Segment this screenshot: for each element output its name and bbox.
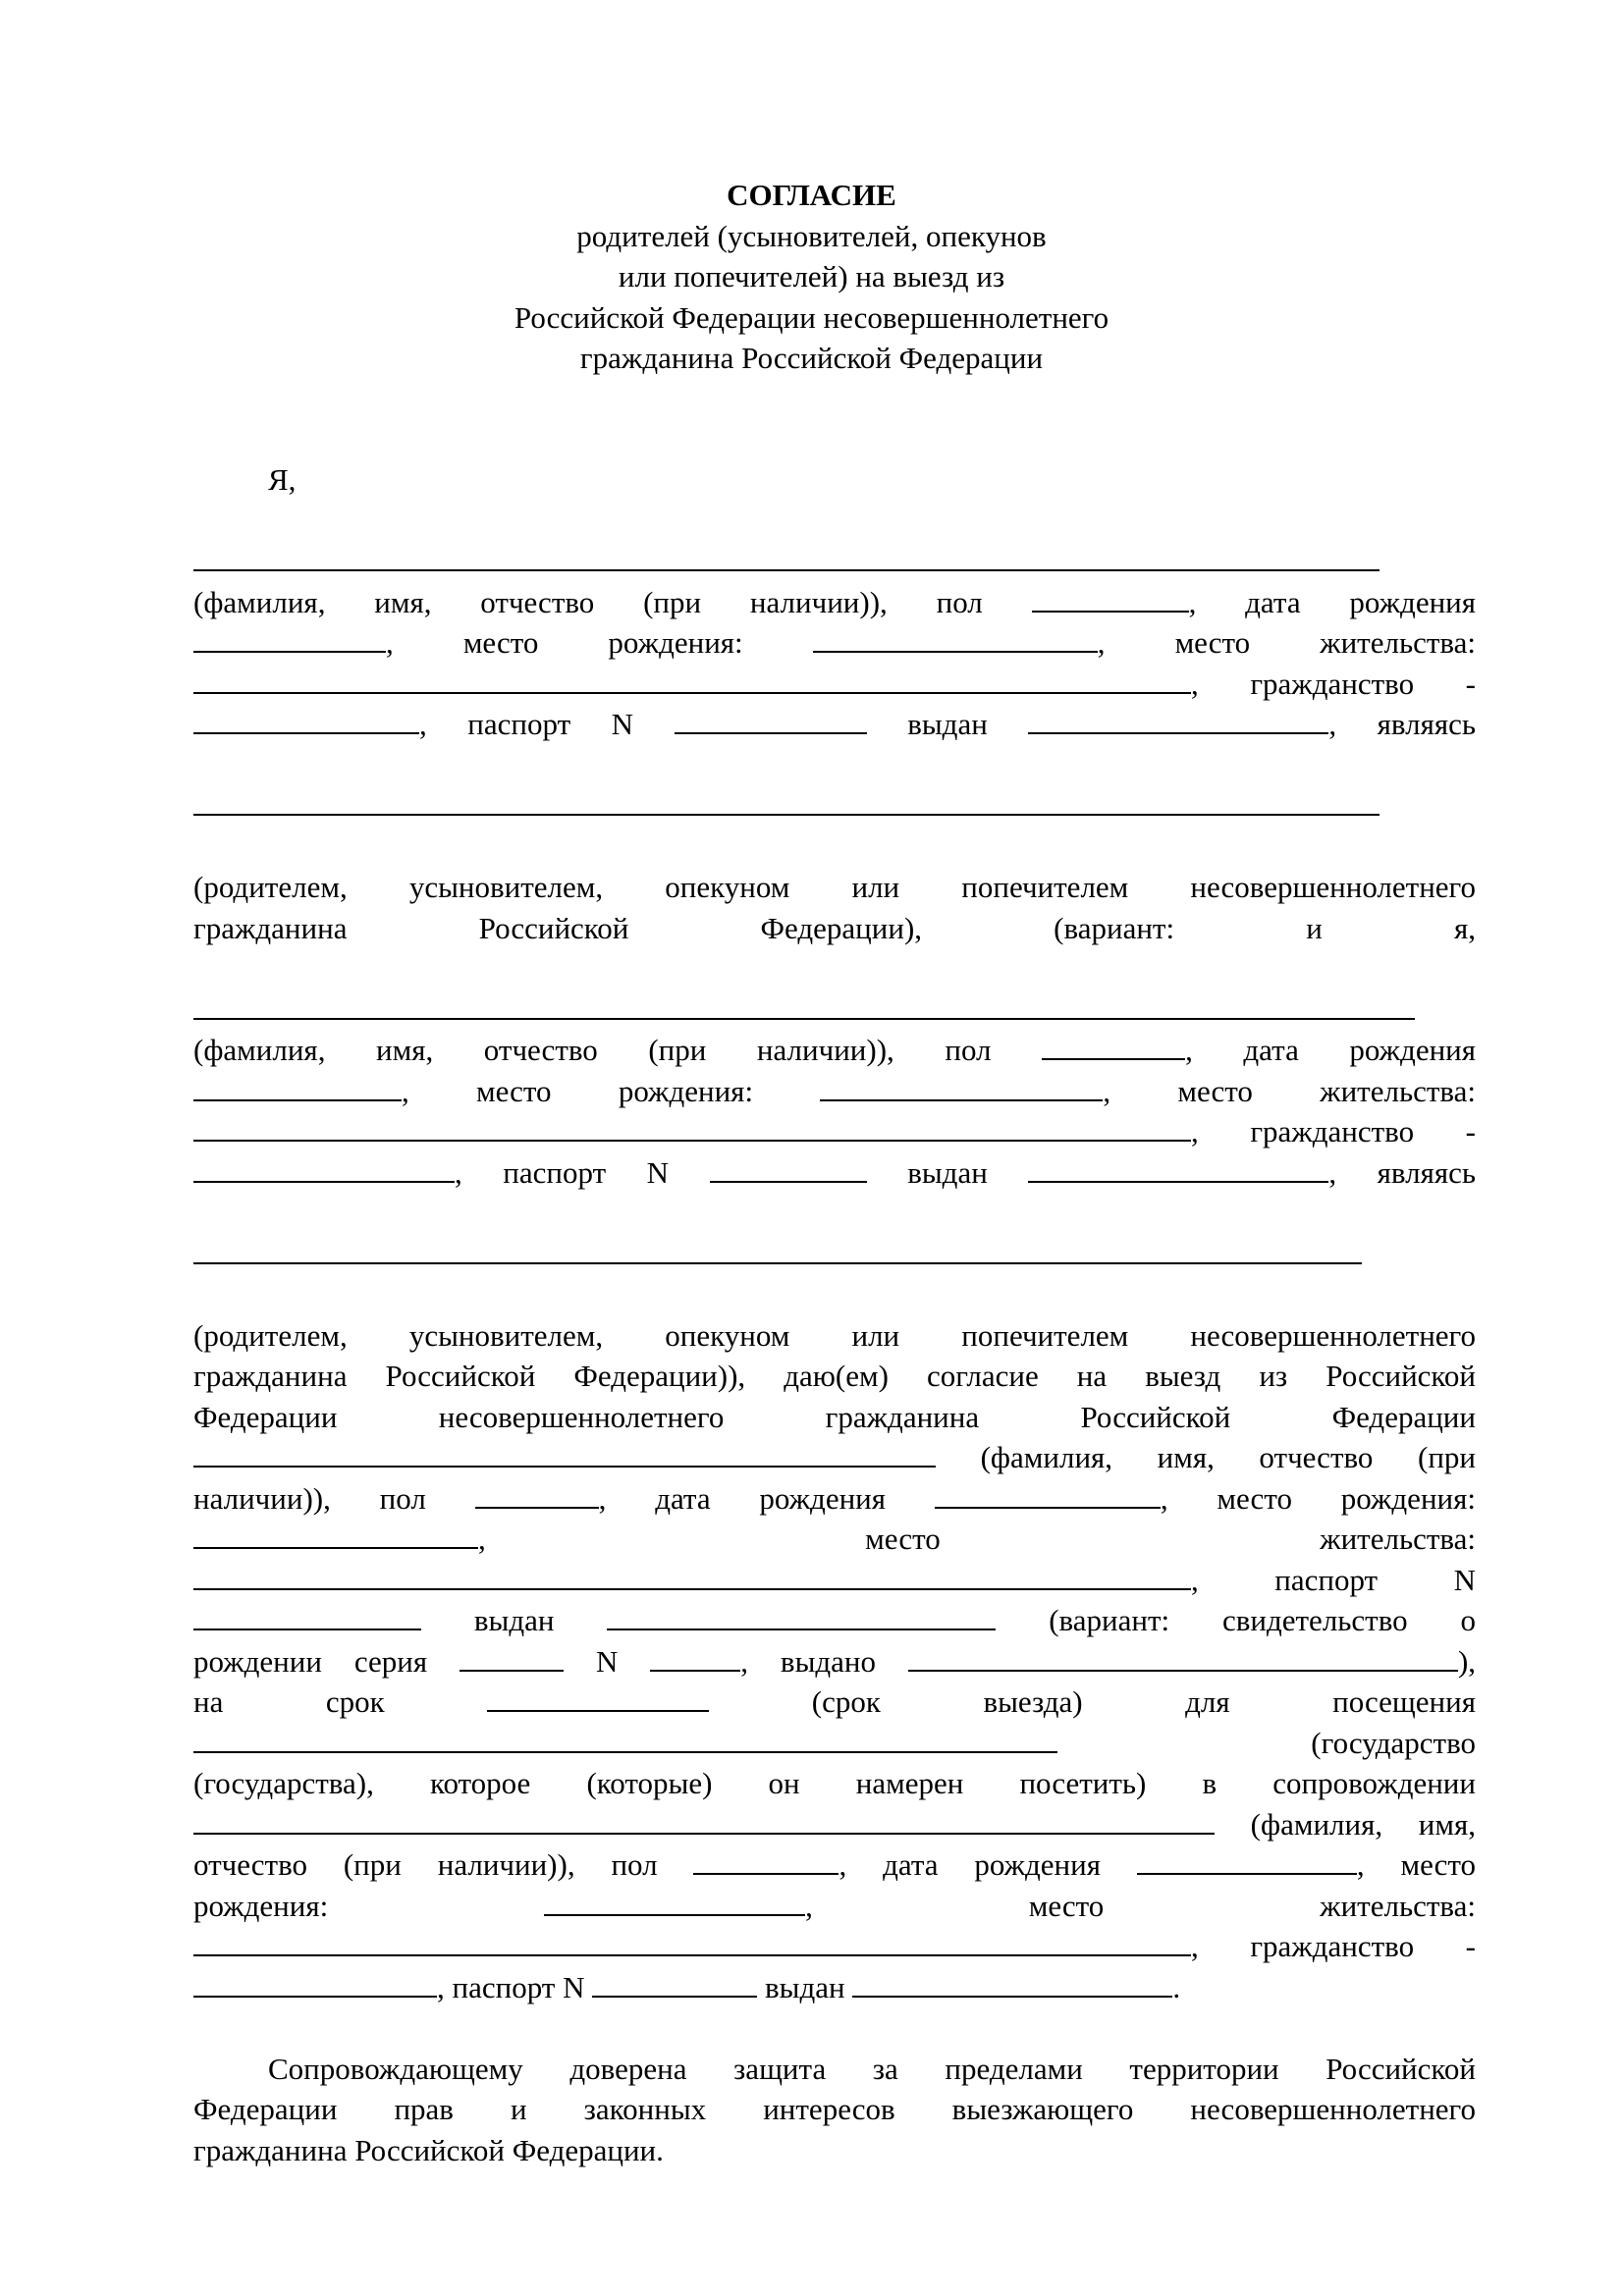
parent1-role-line: гражданина Российской Федерации), (вариант: и я,	[193, 910, 1476, 945]
residence-label: жительства:	[1320, 1522, 1477, 1556]
parent2-role-field[interactable]	[193, 1237, 1362, 1264]
issued-label: выдан	[907, 1154, 988, 1190]
cert-issued-label: , выдано	[740, 1643, 877, 1679]
birthplace-label: , место рождения:	[386, 625, 743, 660]
child-fio-field[interactable]	[193, 1440, 936, 1468]
child-passport-field[interactable]	[193, 1603, 421, 1630]
parent1-role-field[interactable]	[193, 788, 1380, 816]
child-details-line	[193, 1560, 1476, 1601]
parent1-details-line	[193, 664, 1476, 705]
document-subtitle-line: гражданина Российской Федерации	[579, 341, 1044, 375]
fio-hint: наличии)), пол	[193, 1480, 426, 1516]
closing-line: Федерации прав и законных интересов выезжающего несовершеннолетнего	[193, 2092, 1476, 2126]
citizenship-label: , гражданство -	[1191, 1114, 1476, 1148]
cert-close: ),	[1457, 1643, 1477, 1679]
parent2-role-line: гражданина Российской Федерации)), даю(ем) согласие на выезд из Российской	[193, 1359, 1476, 1393]
term-label: на	[193, 1684, 224, 1719]
document-title: СОГЛАСИЕ	[727, 178, 896, 212]
fio-hint: (фамилия, имя, отчество (при	[980, 1440, 1477, 1474]
escort-sex-field[interactable]	[693, 1847, 839, 1875]
term-hint: (срок выезда) для посещения	[811, 1684, 1476, 1719]
cert-n-label: N	[595, 1643, 619, 1679]
dob-label: , дата рождения	[1188, 584, 1477, 619]
citizenship-label: , гражданство -	[1191, 666, 1476, 701]
parent1-role-blank-line	[193, 785, 1476, 827]
escort-details-line	[193, 1804, 1476, 1845]
child-details-line	[193, 1519, 1476, 1560]
child-cert-number-field[interactable]	[650, 1644, 740, 1672]
escort-fio-field[interactable]	[193, 1807, 1215, 1835]
closing-line: гражданина Российской Федерации.	[193, 2132, 664, 2167]
passport-label: , паспорт N	[455, 1154, 670, 1190]
escort-citizenship-field[interactable]	[193, 1970, 437, 1998]
passport-label: , паспорт N	[437, 1969, 585, 2004]
variant-label: (вариант: свидетельство о	[1049, 1603, 1477, 1637]
document-header	[0, 175, 1623, 379]
residence-label: , место	[478, 1522, 941, 1556]
cert-series-label: рождении серия	[193, 1643, 428, 1679]
escort-birthplace-field[interactable]	[544, 1889, 805, 1916]
residence-label: , место жительства:	[1103, 1073, 1476, 1108]
child-details-line	[193, 1641, 1476, 1682]
document-subtitle-line: или попечителей) на выезд из	[618, 259, 1005, 294]
escort-residence-field[interactable]	[193, 1929, 1191, 1956]
parent2-details-line	[193, 1030, 1476, 1071]
child-details-line	[193, 1723, 1476, 1764]
parent2-details-line	[193, 1111, 1476, 1152]
dob-label: , дата рождения	[839, 1847, 1101, 1882]
escort-details-line	[193, 1926, 1476, 1967]
parent1-details-line	[193, 704, 1476, 745]
parent2-role-line: (родителем, усыновителем, опекуном или попечителем несовершеннолетнего	[193, 1317, 1476, 1353]
residence-label: , место	[805, 1888, 1105, 1923]
escort-dob-field[interactable]	[1137, 1847, 1357, 1875]
parent2-birthplace-field[interactable]	[820, 1074, 1103, 1101]
residence-label: жительства:	[1320, 1888, 1476, 1923]
parent2-role-line: Федерации несовершеннолетнего гражданина Российской Федерации	[193, 1399, 1476, 1434]
parent2-details-line	[193, 1071, 1476, 1112]
passport-label: , паспорт	[1191, 1562, 1379, 1597]
child-details-line	[193, 1478, 1476, 1520]
parent1-issued-by-field[interactable]	[1028, 707, 1328, 734]
child-details-line	[193, 1600, 1476, 1641]
birthplace-label: рождения:	[193, 1888, 329, 1923]
being-label: , являясь	[1328, 707, 1477, 741]
document-body	[193, 459, 1476, 2170]
child-dob-field[interactable]	[935, 1481, 1161, 1509]
closing-line: Сопровождающему доверена защита за пределами территории Российской	[268, 2051, 1476, 2086]
parent2-issued-by-field[interactable]	[1028, 1155, 1328, 1183]
child-cert-series-field[interactable]	[460, 1644, 564, 1672]
issued-label: выдан	[473, 1603, 555, 1637]
child-term-field[interactable]	[487, 1684, 709, 1712]
child-cert-issued-by-field[interactable]	[908, 1644, 1458, 1672]
dob-label: , дата рождения	[598, 1480, 887, 1516]
parent2-role-blank-line	[193, 1234, 1476, 1275]
escort-issued-by-field[interactable]	[852, 1970, 1172, 1998]
parent1-sex-field[interactable]	[1032, 585, 1189, 613]
term-label: срок	[325, 1684, 385, 1719]
fio-hint: отчество (при наличии)), пол	[193, 1847, 658, 1882]
citizenship-label: , гражданство -	[1191, 1929, 1476, 1963]
intro-text: Я,	[268, 462, 297, 497]
parent2-residence-field[interactable]	[193, 1114, 1191, 1142]
passport-label: , паспорт N	[419, 707, 634, 741]
parent1-fio-line	[193, 541, 1476, 582]
being-label: , являясь	[1328, 1154, 1477, 1190]
child-birthplace-field[interactable]	[193, 1522, 478, 1549]
fio-hint: (фамилия, имя, отчество (при наличии)), пол	[193, 584, 983, 619]
child-details-line	[193, 1682, 1476, 1723]
child-state-field[interactable]	[193, 1726, 1057, 1753]
parent2-dob-field[interactable]	[193, 1074, 402, 1101]
child-issued-by-field[interactable]	[607, 1603, 996, 1630]
dob-label: , дата рождения	[1185, 1033, 1477, 1067]
escort-passport-field[interactable]	[592, 1970, 757, 1998]
escort-details-line	[193, 1844, 1476, 1886]
fio-hint: (фамилия, имя, отчество (при наличии)), пол	[193, 1033, 992, 1067]
document-subtitle-line: Российской Федерации несовершеннолетнего	[514, 299, 1109, 335]
parent2-passport-field[interactable]	[710, 1155, 867, 1183]
end-period: .	[1172, 1969, 1181, 2004]
birthplace-label: , место рождения:	[1160, 1480, 1476, 1516]
issued-label: выдан	[764, 1969, 845, 2004]
passport-n-label: N	[1453, 1562, 1477, 1597]
parent1-passport-field[interactable]	[675, 707, 867, 734]
parent1-birthplace-field[interactable]	[813, 625, 1098, 653]
issued-label: выдан	[907, 707, 988, 741]
parent1-residence-field[interactable]	[193, 667, 1191, 694]
parent1-citizenship-field[interactable]	[193, 707, 419, 734]
child-residence-field[interactable]	[193, 1563, 1191, 1590]
parent1-role-line: (родителем, усыновителем, опекуном или попечителем несовершеннолетнего	[193, 870, 1476, 904]
intro-line	[193, 459, 1476, 501]
parent2-fio-line	[193, 989, 1476, 1031]
state-hint: (государство	[1311, 1725, 1476, 1760]
parent1-fio-field[interactable]	[193, 544, 1380, 571]
parent2-sex-field[interactable]	[1042, 1033, 1185, 1060]
parent1-details-line	[193, 582, 1476, 623]
escort-details-line	[193, 1967, 1476, 2008]
child-details-line: (государства), которое (которые) он намерен посетить) в сопровождении	[193, 1766, 1476, 1800]
document-subtitle-line: родителей (усыновителей, опекунов	[576, 218, 1047, 253]
parent2-details-line	[193, 1152, 1476, 1194]
child-details-line	[193, 1437, 1476, 1478]
escort-details-line	[193, 1886, 1476, 1927]
birthplace-label: , место	[1356, 1847, 1477, 1882]
parent1-details-line	[193, 622, 1476, 664]
child-sex-field[interactable]	[475, 1481, 599, 1509]
birthplace-label: , место рождения:	[402, 1073, 754, 1108]
parent1-dob-field[interactable]	[193, 625, 386, 653]
parent2-fio-field[interactable]	[193, 992, 1415, 1020]
fio-hint: (фамилия, имя,	[1250, 1806, 1476, 1842]
residence-label: , место жительства:	[1097, 625, 1477, 660]
parent2-citizenship-field[interactable]	[193, 1155, 455, 1183]
